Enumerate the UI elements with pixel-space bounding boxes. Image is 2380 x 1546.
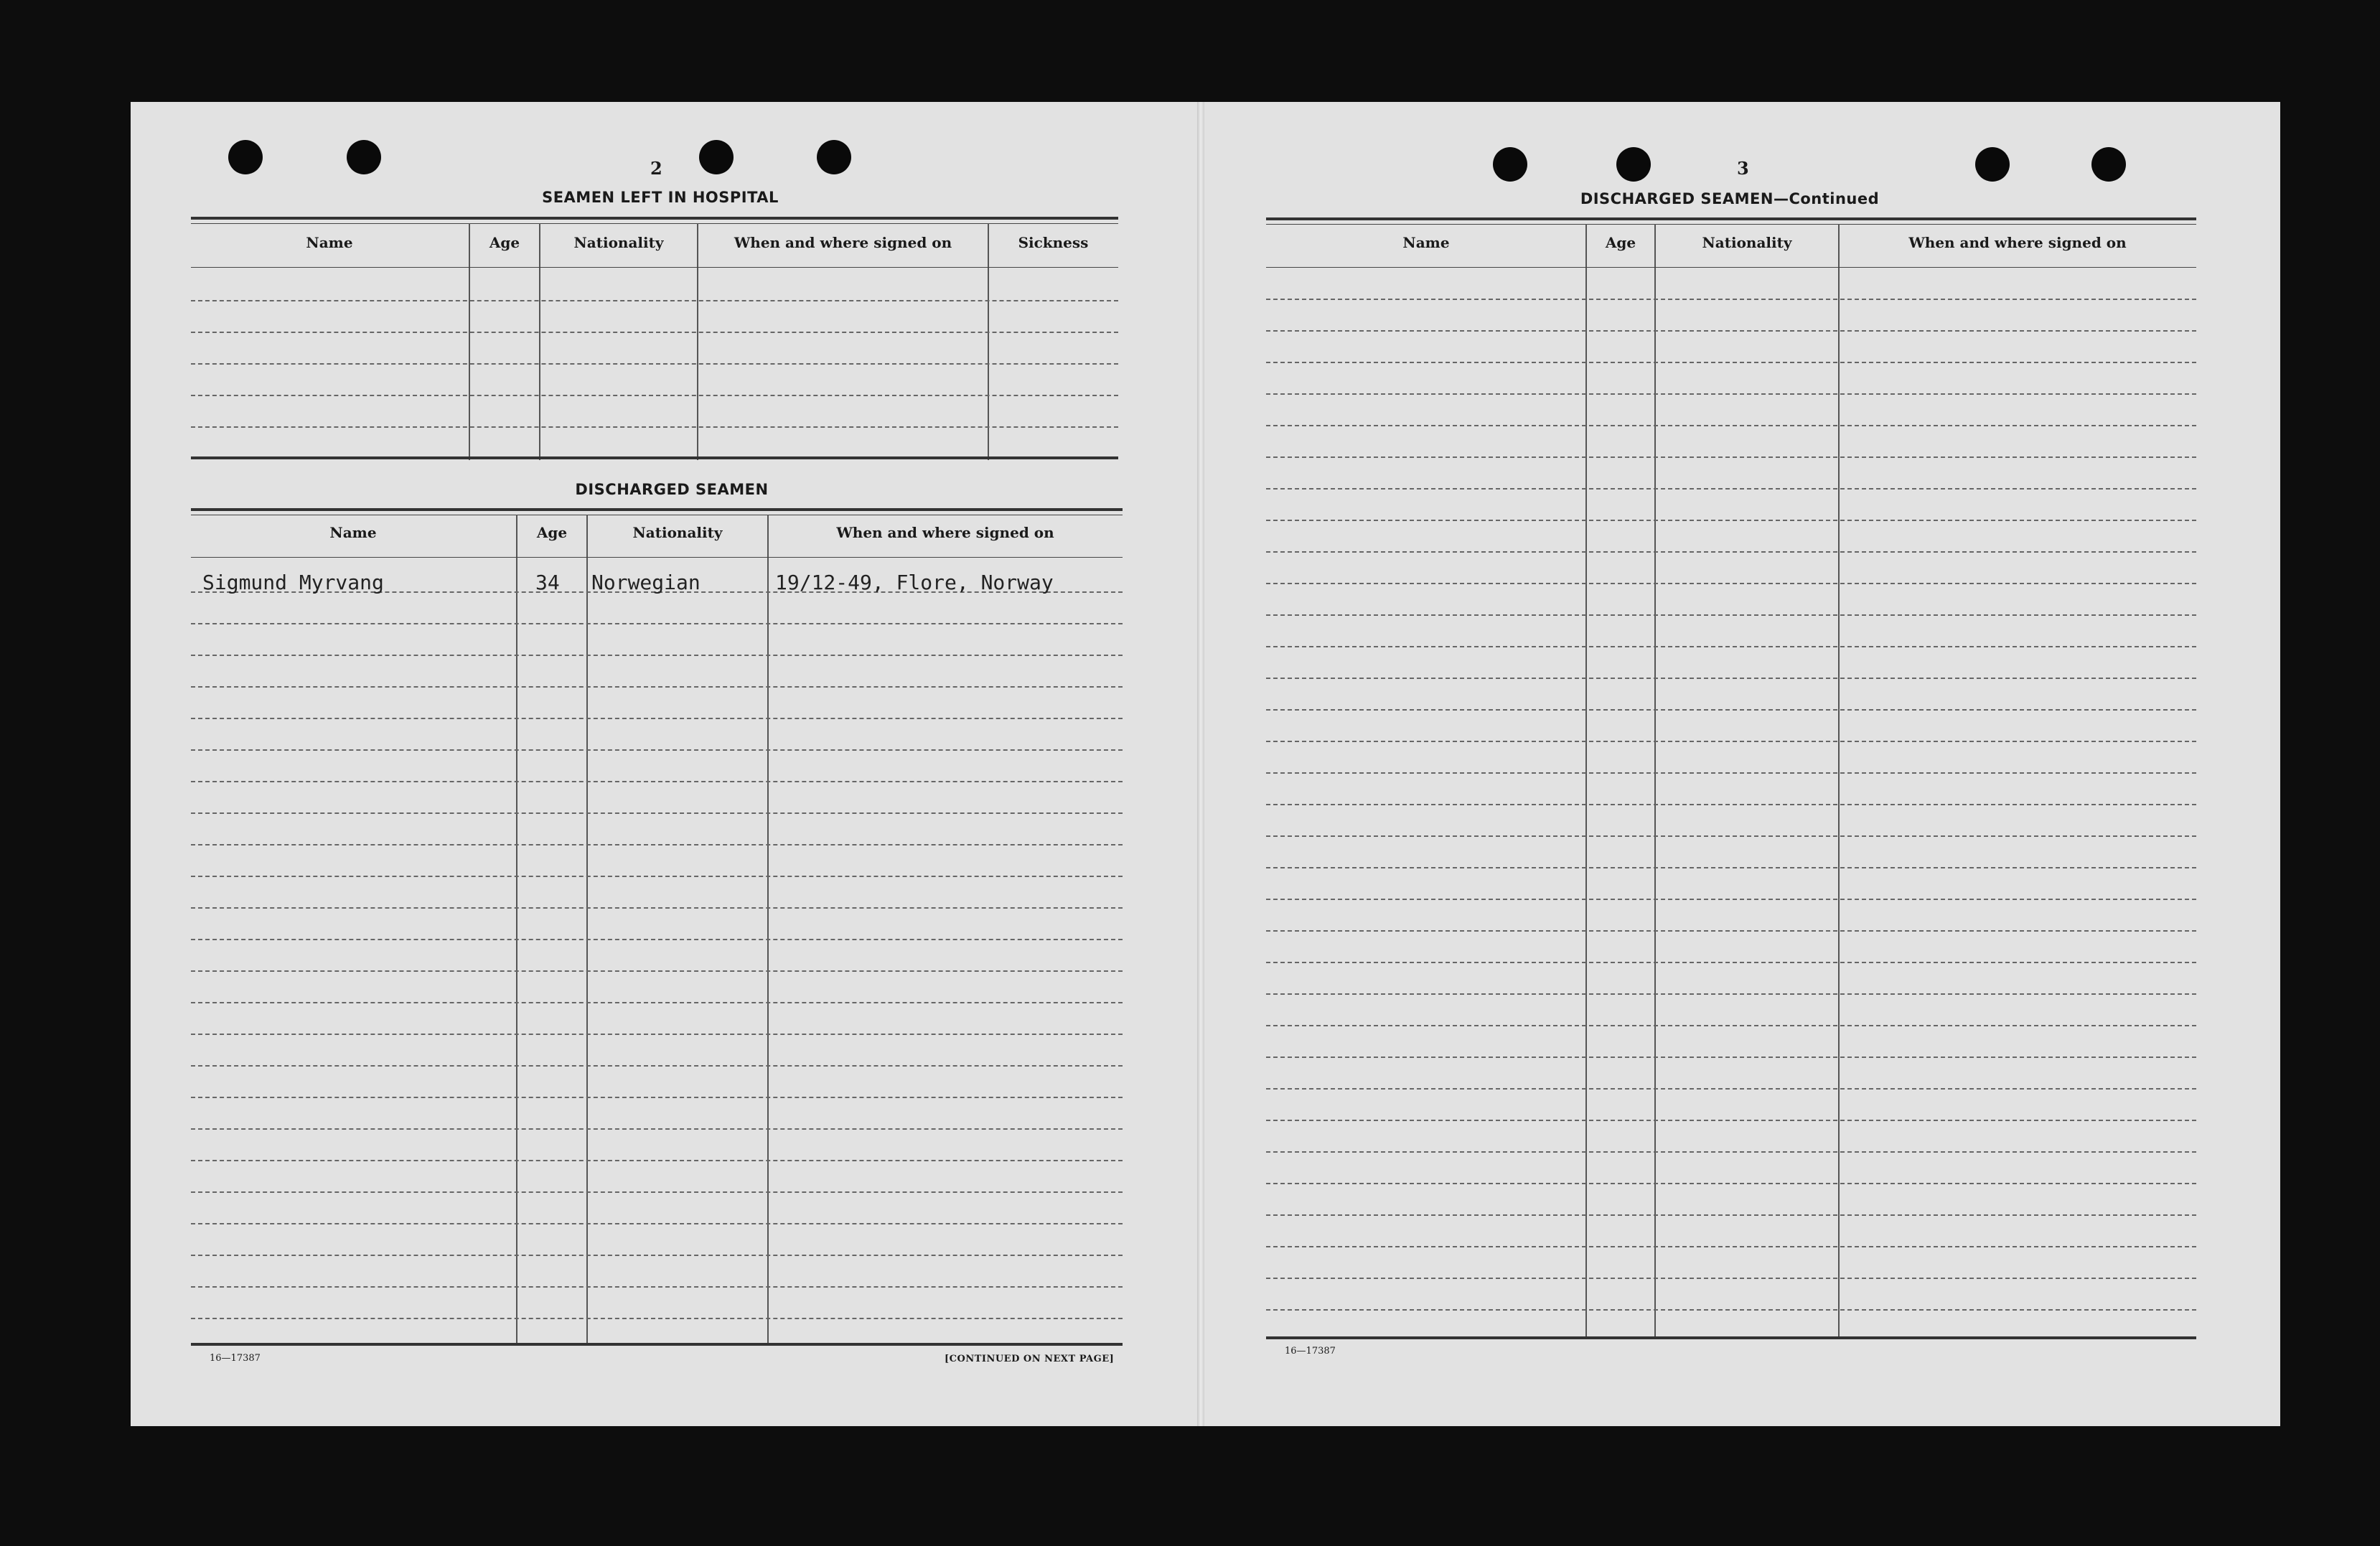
- table-row-line: [1266, 772, 2196, 774]
- hospital-col-divider: [469, 223, 470, 460]
- right-col-divider: [1838, 224, 1840, 1336]
- discharged-col-divider: [516, 515, 517, 1343]
- table-row-line: [1266, 1183, 2196, 1184]
- page-fold: [1197, 102, 1204, 1426]
- table-row-line: [191, 939, 1123, 940]
- table-row-line: [1266, 930, 2196, 932]
- table-row-line: [1266, 1278, 2196, 1279]
- discharged-continued-heading: DISCHARGED SEAMEN—Continued: [1580, 190, 1880, 207]
- table-row-line: [191, 1097, 1123, 1098]
- table-row-line: [1266, 678, 2196, 679]
- hospital-col-signed-on: When and where signed on: [734, 234, 952, 251]
- table-row-line: [191, 623, 1123, 624]
- table-row-line: [191, 1318, 1123, 1319]
- table-row-line: [1266, 488, 2196, 489]
- table-row-line: [1266, 1088, 2196, 1090]
- punch-hole: [1493, 147, 1527, 182]
- right-top-rule-2: [1266, 224, 2196, 225]
- discharged-top-rule: [191, 508, 1123, 511]
- table-row-line: [191, 970, 1123, 972]
- right-col-nationality: Nationality: [1702, 234, 1792, 251]
- discharged-entry-signed-on: 19/12-49, Flore, Norway: [775, 571, 1054, 594]
- table-row-line: [1266, 425, 2196, 426]
- table-row-line: [1266, 899, 2196, 900]
- table-row-line: [191, 907, 1123, 909]
- punch-hole: [228, 140, 263, 174]
- discharged-entry-nationality: Norwegian: [591, 571, 701, 594]
- table-row-line: [191, 1255, 1123, 1256]
- hospital-bottom-rule: [191, 456, 1118, 459]
- table-row-line: [191, 1160, 1123, 1161]
- table-row-line: [191, 1128, 1123, 1130]
- right-col-divider: [1585, 224, 1587, 1336]
- table-row-line: [1266, 993, 2196, 995]
- discharged-col-divider: [586, 515, 588, 1343]
- right-col-signed-on: When and where signed on: [1908, 234, 2127, 251]
- hospital-col-name: Name: [306, 234, 353, 251]
- table-row-line: [1266, 646, 2196, 647]
- discharged-col-divider: [767, 515, 769, 1343]
- right-top-rule: [1266, 217, 2196, 220]
- discharged-col-age: Age: [536, 524, 568, 541]
- table-row-line: [1266, 1246, 2196, 1247]
- discharged-col-signed-on: When and where signed on: [836, 524, 1054, 541]
- table-row-line: [191, 1223, 1123, 1224]
- table-row-line: [1266, 520, 2196, 521]
- right-header-rule: [1266, 267, 2196, 268]
- right-col-age: Age: [1605, 234, 1636, 251]
- form-number: 16—17387: [1285, 1346, 1336, 1357]
- hospital-col-divider: [697, 223, 698, 460]
- table-row-line: [1266, 362, 2196, 363]
- table-row-line: [191, 876, 1123, 877]
- hospital-row-line: [191, 332, 1118, 333]
- table-row-line: [191, 1191, 1123, 1193]
- discharged-entry-name: Sigmund Myrvang: [202, 571, 384, 594]
- discharged-heading: DISCHARGED SEAMEN: [575, 481, 769, 498]
- hospital-col-sickness: Sickness: [1018, 234, 1089, 251]
- discharged-entry-age: 34: [535, 571, 560, 594]
- hospital-col-nationality: Nationality: [573, 234, 664, 251]
- discharged-bottom-rule: [191, 1343, 1123, 1346]
- right-bottom-rule: [1266, 1336, 2196, 1339]
- table-row-line: [1266, 867, 2196, 868]
- hospital-col-divider: [988, 223, 989, 460]
- punch-hole: [817, 140, 851, 174]
- right-page: [1202, 102, 2280, 1426]
- table-row-line: [191, 686, 1123, 688]
- page-number: 3: [1737, 158, 1749, 179]
- table-row-line: [191, 1065, 1123, 1067]
- table-row-line: [1266, 962, 2196, 963]
- table-row-line: [191, 1034, 1123, 1035]
- table-row-line: [1266, 1025, 2196, 1026]
- punch-hole: [1616, 147, 1651, 182]
- right-col-divider: [1654, 224, 1656, 1336]
- table-row-line: [191, 718, 1123, 719]
- punch-hole: [1975, 147, 2010, 182]
- table-row-line: [1266, 1057, 2196, 1058]
- table-row-line: [1266, 741, 2196, 742]
- table-row-line: [1266, 1151, 2196, 1153]
- table-row-line: [1266, 456, 2196, 458]
- hospital-col-age: Age: [489, 234, 520, 251]
- punch-hole: [347, 140, 381, 174]
- table-row-line: [1266, 1214, 2196, 1216]
- hospital-row-line: [191, 363, 1118, 365]
- table-row-line: [1266, 709, 2196, 711]
- hospital-top-rule-2: [191, 223, 1118, 224]
- table-row-line: [1266, 299, 2196, 300]
- table-row-line: [191, 812, 1123, 814]
- page-number: 2: [650, 158, 662, 179]
- discharged-col-name: Name: [329, 524, 377, 541]
- table-row-line: [1266, 804, 2196, 805]
- table-row-line: [191, 844, 1123, 845]
- right-col-name: Name: [1402, 234, 1450, 251]
- discharged-header-rule: [191, 557, 1123, 558]
- hospital-row-line: [191, 395, 1118, 396]
- table-row-line: [1266, 551, 2196, 553]
- hospital-heading: SEAMEN LEFT IN HOSPITAL: [542, 189, 779, 206]
- hospital-header-rule: [191, 267, 1118, 268]
- table-row-line: [1266, 835, 2196, 837]
- table-row-line: [1266, 614, 2196, 616]
- punch-hole: [699, 140, 734, 174]
- table-row-line: [191, 655, 1123, 656]
- continued-note: [CONTINUED ON NEXT PAGE]: [945, 1354, 1115, 1364]
- table-row-line: [1266, 583, 2196, 584]
- hospital-top-rule: [191, 217, 1118, 220]
- table-row-line: [191, 749, 1123, 751]
- punch-hole: [2091, 147, 2126, 182]
- hospital-row-line: [191, 426, 1118, 428]
- form-number: 16—17387: [210, 1353, 261, 1364]
- table-row-line: [1266, 1120, 2196, 1121]
- discharged-col-nationality: Nationality: [632, 524, 723, 541]
- table-row-line: [191, 1286, 1123, 1288]
- hospital-row-line: [191, 300, 1118, 301]
- hospital-col-divider: [539, 223, 540, 460]
- table-row-line: [1266, 330, 2196, 332]
- table-row-line: [191, 781, 1123, 782]
- table-row-line: [191, 1002, 1123, 1003]
- table-row-line: [1266, 1309, 2196, 1311]
- table-row-line: [1266, 393, 2196, 395]
